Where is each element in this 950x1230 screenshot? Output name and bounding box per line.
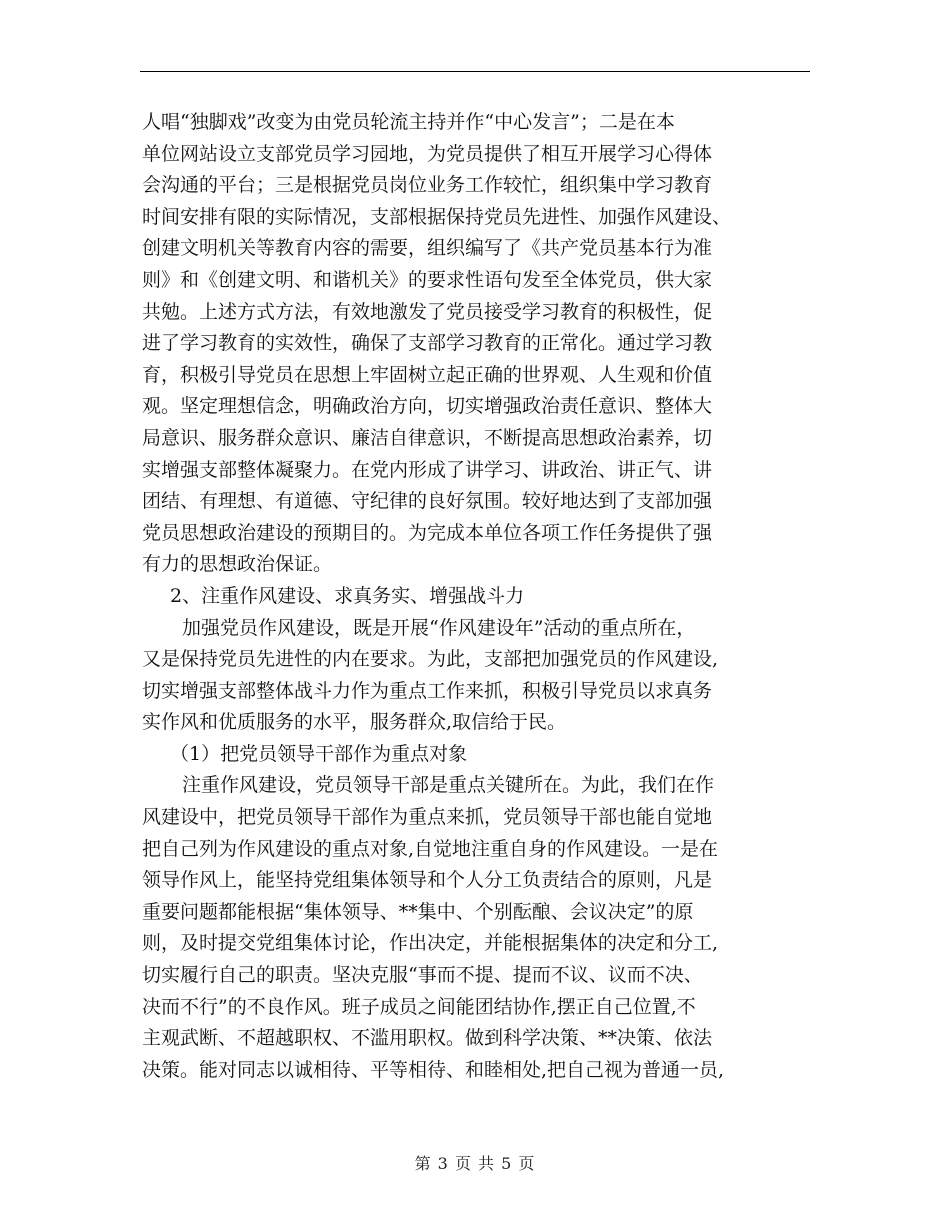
text-line: 又是保持党员先进性的内在要求。为此，支部把加强党员的作风建设,: [142, 648, 719, 671]
text-line: 育，积极引导党员在思想上牢固树立起正确的世界观、人生观和价值: [142, 363, 713, 386]
text-line: 则，及时提交党组集体讨论，作出决定，并能根据集体的决定和分工,: [142, 932, 719, 955]
text-line: 决而不行”的不良作风。班子成员之间能团结协作,摆正自己位置,不: [142, 995, 696, 1018]
text-line: 决策。能对同志以诚相待、平等相待、和睦相处,把自己视为普通一员,: [142, 1058, 725, 1081]
text-line: 时间安排有限的实际情况，支部根据保持党员先进性、加强作风建设、: [142, 205, 732, 228]
text-line: 加强党员作风建设，既是开展“作风建设年”活动的重点所在，: [182, 616, 696, 639]
text-line: 会沟通的平台；三是根据党员岗位业务工作较忙，组织集中学习教育: [142, 174, 713, 197]
text-line: 进了学习教育的实效性，确保了支部学习教育的正常化。通过学习教: [142, 332, 713, 355]
text-line: 共勉。上述方式方法，有效地激发了党员接受学习教育的积极性，促: [142, 300, 713, 323]
text-line: 切实增强支部整体战斗力作为重点工作来抓，积极引导党员以求真务: [142, 679, 713, 702]
text-line: 重要问题都能根据“集体领导、**集中、个别酝酿、会议决定”的原: [142, 900, 694, 923]
text-line: 实增强支部整体凝聚力。在党内形成了讲学习、讲政治、讲正气、讲: [142, 458, 713, 481]
text-line: 团结、有理想、有道德、守纪律的良好氛围。较好地达到了支部加强: [142, 490, 713, 513]
text-line: 党员思想政治建设的预期目的。为完成本单位各项工作任务提供了强: [142, 521, 713, 544]
text-line: 风建设中，把党员领导干部作为重点来抓，党员领导干部也能自觉地: [142, 806, 713, 829]
text-line: 局意识、服务群众意识、廉洁自律意识，不断提高思想政治素养，切: [142, 426, 713, 449]
text-line: 有力的思想政治保证。: [142, 553, 333, 576]
text-line: 领导作风上，能坚持党组集体领导和个人分工负责结合的原则，凡是: [142, 869, 713, 892]
subsection-heading: （1）把党员领导干部作为重点对象: [170, 742, 468, 765]
text-line: 切实履行自己的职责。坚决克服“事而不提、提而不议、议而不决、: [142, 964, 703, 987]
text-line: 单位网站设立支部党员学习园地，为党员提供了相互开展学习心得体: [142, 142, 713, 165]
text-line: 把自己列为作风建设的重点对象,自觉地注重自身的作风建设。一是在: [142, 837, 719, 860]
page-number: 第 3 页 共 5 页: [414, 1154, 536, 1173]
section-heading: 2、注重作风建设、求真务实、增强战斗力: [170, 584, 525, 607]
text-line: 创建文明机关等教育内容的需要，组织编写了《共产党员基本行为准: [142, 237, 713, 260]
text-line: 则》和《创建文明、和谐机关》的要求性语句发至全体党员，供大家: [142, 268, 713, 291]
text-line: 主观武断、不超越职权、不滥用职权。做到科学决策、**决策、依法: [142, 1027, 713, 1050]
text-line: 实作风和优质服务的水平，服务群众,取信给于民。: [142, 711, 567, 734]
header-rule: [140, 71, 810, 72]
text-line: 注重作风建设，党员领导干部是重点关键所在。为此，我们在作: [182, 774, 715, 797]
text-line: 观。坚定理想信念，明确政治方向，切实增强政治责任意识、整体大: [142, 395, 713, 418]
document-body: [142, 107, 812, 1086]
text-line: 人唱“独脚戏”改变为由党员轮流主持并作“中心发言”；二是在本: [142, 111, 675, 133]
